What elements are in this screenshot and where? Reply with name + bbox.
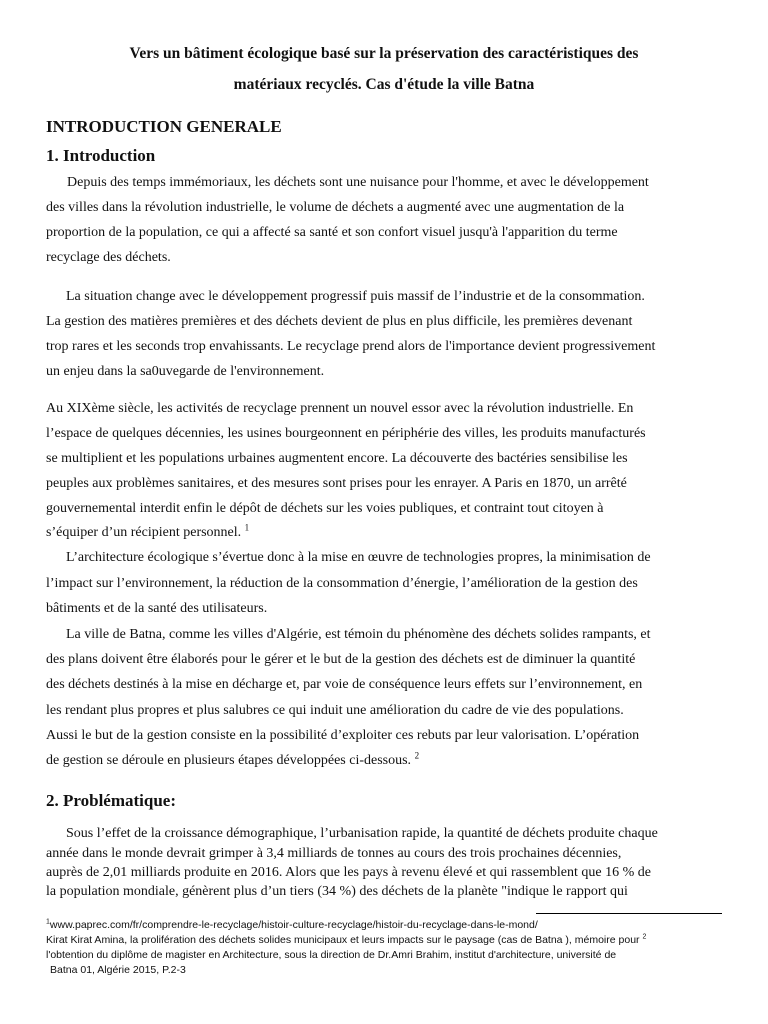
- text-line: trop rares et les seconds trop envahissants. Le recyclage prend alors de l'importance devient progressivement: [46, 339, 656, 354]
- text-line: se multiplient et les populations urbaines augmentent encore. La découverte des bactéries sensibilise les: [46, 451, 628, 466]
- text-line: des plans doivent être élaborés pour le gérer et le but de la gestion des déchets est de diminuer la quantité: [46, 652, 636, 667]
- document-title-line-1: Vers un bâtiment écologique basé sur la préservation des caractéristiques des: [129, 45, 639, 62]
- text-line: Au XIXème siècle, les activités de recyclage prennent un nouvel essor avec la révolution industrielle. En: [46, 401, 634, 416]
- text-line: bâtiments et de la santé des utilisateurs.: [46, 601, 268, 616]
- text-line: Sous l’effet de la croissance démographique, l’urbanisation rapide, la quantité de déchets produite chaque: [66, 826, 658, 841]
- text-line: des villes dans la révolution industrielle, le volume de déchets a augmenté avec une augmentation de la: [46, 200, 625, 215]
- text-line: gouvernemental interdit enfin le dépôt de déchets sur les voies publiques, et contraint tout citoyen à: [46, 501, 604, 516]
- document-title-line-2: matériaux recyclés. Cas d'étude la ville Batna: [233, 76, 535, 93]
- text-line: La situation change avec le développement progressif puis massif de l’industrie et de la consommation.: [66, 289, 645, 304]
- footnote-2-line-1: [46, 933, 722, 948]
- footnote-2-text: Kirat Kirat Amina, la prolifération des déchets solides municipaux et leurs impacts sur le paysage (cas de Batna ), mémoire pour: [46, 934, 640, 946]
- text-line-with-footnote: [46, 752, 768, 770]
- text-line: la population mondiale, génèrent plus d’un tiers (34 %) des déchets de la planète "indique le rapport qui: [46, 884, 628, 899]
- text-line: La gestion des matières premières et des déchets devient de plus en plus difficile, les premières devenant: [46, 314, 633, 329]
- text-line: les rendant plus propres et plus salubres ce qui induit une amélioration du cadre de vie des populations.: [46, 703, 624, 718]
- text-line: recyclage des déchets.: [46, 250, 171, 265]
- text-line: proportion de la population, ce qui a affecté sa santé et son confort visuel jusqu'à l'apparition du terme: [46, 225, 618, 240]
- text-line: La ville de Batna, comme les villes d'Algérie, est témoin du phénomène des déchets solides rampants, et: [66, 627, 651, 642]
- text-line: Aussi le but de la gestion consiste en la possibilité d’exploiter ces rebuts par leur valorisation. L’opération: [46, 728, 640, 743]
- footnote-separator: [536, 913, 722, 914]
- footnote-reference-1: 1: [244, 522, 250, 533]
- section-heading-problematique: 2. Problématique:: [46, 791, 177, 810]
- footnote-2-line-3: Batna 01, Algérie 2015, P.2-3: [50, 964, 186, 976]
- footnote-reference-2: 2: [414, 750, 420, 761]
- text-line: auprès de 2,01 milliards produite en 2016. Alors que les pays à revenu élevé et qui rassemblent que 16 % de: [46, 865, 651, 880]
- text-line-content: de gestion se déroule en plusieurs étapes développées ci-dessous.: [46, 753, 412, 768]
- text-line: des déchets destinés à la mise en décharge et, par voie de conséquence leurs effets sur l’environnement, en: [46, 677, 643, 692]
- text-line: l’espace de quelques décennies, les usines bourgeonnent en périphérie des villes, les produits manufacturés: [46, 426, 646, 441]
- footnote-1: [46, 918, 722, 933]
- text-line: l’impact sur l’environnement, la réduction de la consommation d’énergie, l’amélioration de la gestion des: [46, 576, 638, 591]
- heading-introduction-generale: INTRODUCTION GENERALE: [46, 117, 282, 136]
- text-line: L’architecture écologique s’évertue donc à la mise en œuvre de technologies propres, la minimisation de: [66, 550, 651, 565]
- footnote-2-line-2: l'obtention du diplôme de magister en Architecture, sous la direction de Dr.Amri Brahim, institut d'architecture, université de: [46, 949, 617, 961]
- text-line-content: s’équiper d’un récipient personnel.: [46, 525, 242, 540]
- text-line: année dans le monde devrait grimper à 3,4 milliards de tonnes au cours des trois prochaines décennies,: [46, 846, 622, 861]
- footnote-1-text: www.paprec.com/fr/comprendre-le-recyclage/histoir-culture-recyclage/histoir-du-recyclage-dans-le-mond/: [49, 919, 538, 931]
- text-line: un enjeu dans la sa0uvegarde de l'environnement.: [46, 364, 325, 379]
- section-heading-introduction: 1. Introduction: [46, 146, 156, 165]
- footnote-2-number: 2: [642, 933, 647, 941]
- text-line: Depuis des temps immémoriaux, les déchets sont une nuisance pour l'homme, et avec le développement: [67, 175, 649, 190]
- text-line-with-footnote: [46, 524, 768, 542]
- text-line: peuples aux problèmes sanitaires, et des mesures sont prises pour les enrayer. A Paris en 1870, un arrêté: [46, 476, 627, 491]
- footnote-1-number: 1: [46, 918, 50, 926]
